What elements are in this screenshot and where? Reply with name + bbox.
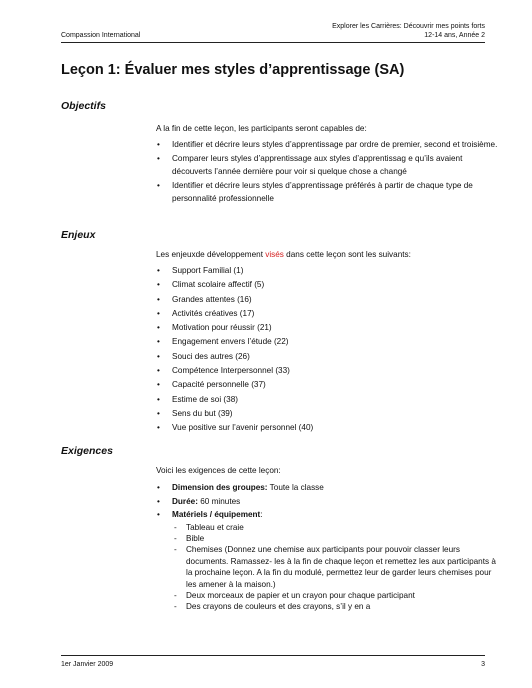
bullet-icon: • bbox=[157, 380, 160, 390]
section-heading-enjeux: Enjeux bbox=[61, 229, 96, 241]
list-item: • Engagement envers l’étude (22) bbox=[156, 335, 313, 349]
objectifs-intro: A la fin de cette leçon, les participants seront capables de: bbox=[156, 124, 367, 133]
footer-date: 1er Janvier 2009 bbox=[61, 661, 114, 668]
dash-marker: - bbox=[174, 533, 177, 543]
list-item: • Matériels / équipement: - Tableau et craie - Bible - Chemises (Donnez une chemise aux participants pour pouvoir classer leurs documents. Ramassez- les à la fin de chaque leçon et remettez les aux participants à la prochaine leçon. A la fin du modulé, permettez leur de garder leurs chemises pour les amener à la maison.) - Deux morceaux de papier et un crayon pour chaque participant - Des crayons de couleurs et des crayons, s’il y en a bbox=[157, 510, 496, 612]
list-item: • Capacité personnelle (37) bbox=[156, 378, 313, 392]
list-item: • Support Familial (1) bbox=[156, 264, 313, 278]
bullet-icon: • bbox=[157, 308, 160, 318]
enjeux-intro: Les enjeuxde développement visés dans cette leçon sont les suivants: bbox=[156, 250, 411, 259]
header-course-info bbox=[332, 22, 485, 40]
header-course-level: 12-14 ans, Année 2 bbox=[424, 32, 485, 39]
lesson-title: Leçon 1: Évaluer mes styles d’apprentissage (SA) bbox=[61, 62, 405, 78]
dash-marker: - bbox=[174, 522, 177, 532]
section-heading-objectifs: Objectifs bbox=[61, 100, 106, 112]
bullet-icon: • bbox=[157, 337, 160, 347]
bullet-icon: • bbox=[157, 323, 160, 333]
bullet-icon: • bbox=[157, 351, 160, 361]
enjeux-list bbox=[156, 264, 313, 436]
bullet-icon: • bbox=[157, 394, 160, 404]
list-item: • Compétence Interpersonnel (33) bbox=[156, 364, 313, 378]
bullet-icon: • bbox=[157, 294, 160, 304]
list-item: • Souci des autres (26) bbox=[156, 350, 313, 364]
exigences-intro: Voici les exigences de cette leçon: bbox=[156, 466, 281, 475]
footer-divider bbox=[61, 655, 485, 656]
bullet-icon: • bbox=[157, 280, 160, 290]
list-item: - Bible bbox=[174, 533, 205, 543]
list-item: - Des crayons de couleurs et des crayons, s’il y en a bbox=[174, 602, 371, 612]
bullet-icon: • bbox=[157, 180, 160, 190]
list-item: • Motivation pour réussir (21) bbox=[156, 321, 313, 335]
list-item: • Climat scolaire affectif (5) bbox=[156, 278, 313, 292]
list-item: • Durée: 60 minutes bbox=[156, 495, 496, 509]
list-item: • Identifier et décrire leurs styles d’apprentissage préférés à partir de chaque type de personnalité professionnelle bbox=[157, 180, 473, 203]
bullet-icon: • bbox=[157, 496, 160, 506]
list-item: • Identifier et décrire leurs styles d’apprentissage par ordre de premier, second et troisième. bbox=[156, 138, 502, 152]
list-item: - Tableau et craie bbox=[174, 522, 244, 532]
header-divider bbox=[61, 42, 485, 43]
list-item: • Sens du but (39) bbox=[156, 407, 313, 421]
bullet-icon: • bbox=[157, 423, 160, 433]
bullet-icon: • bbox=[157, 510, 160, 519]
dash-marker: - bbox=[174, 602, 177, 612]
section-heading-exigences: Exigences bbox=[61, 445, 113, 457]
materiels-list bbox=[172, 522, 496, 613]
list-item: • Activités créatives (17) bbox=[156, 307, 313, 321]
objectifs-list bbox=[156, 138, 502, 206]
bullet-icon: • bbox=[157, 483, 160, 492]
header-course-title: Explorer les Carrières: Découvrir mes points forts bbox=[332, 23, 485, 30]
bullet-icon: • bbox=[157, 366, 160, 376]
list-item: • Vue positive sur l’avenir personnel (40) bbox=[156, 421, 313, 435]
bullet-icon: • bbox=[157, 408, 160, 418]
bullet-icon: • bbox=[157, 153, 160, 163]
highlighted-word: visés bbox=[265, 250, 284, 259]
list-item: - Chemises (Donnez une chemise aux participants pour pouvoir classer leurs documents. Ramassez- les à la fin de chaque leçon et remettez les aux participants à la prochaine leçon. A la fin du modulé, permettez leur de garder leurs chemises pour les amener à la maison.) bbox=[174, 545, 496, 589]
list-item: • Dimension des groupes: Toute la classe bbox=[156, 481, 496, 495]
dash-marker: - bbox=[174, 545, 177, 555]
dash-marker: - bbox=[174, 590, 177, 600]
list-item: - Deux morceaux de papier et un crayon pour chaque participant bbox=[174, 590, 415, 600]
list-item: • Comparer leurs styles d’apprentissage aux styles d’apprentissag e qu’ils avaient découverts l’année dernière pour voir si quelque chose a changé bbox=[157, 153, 463, 176]
page-number: 3 bbox=[481, 661, 485, 668]
exigences-list bbox=[156, 481, 496, 613]
bullet-icon: • bbox=[157, 266, 160, 275]
bullet-icon: • bbox=[157, 140, 160, 149]
list-item: • Estime de soi (38) bbox=[156, 393, 313, 407]
list-item: • Grandes attentes (16) bbox=[156, 293, 313, 307]
header-organization: Compassion International bbox=[61, 32, 141, 39]
